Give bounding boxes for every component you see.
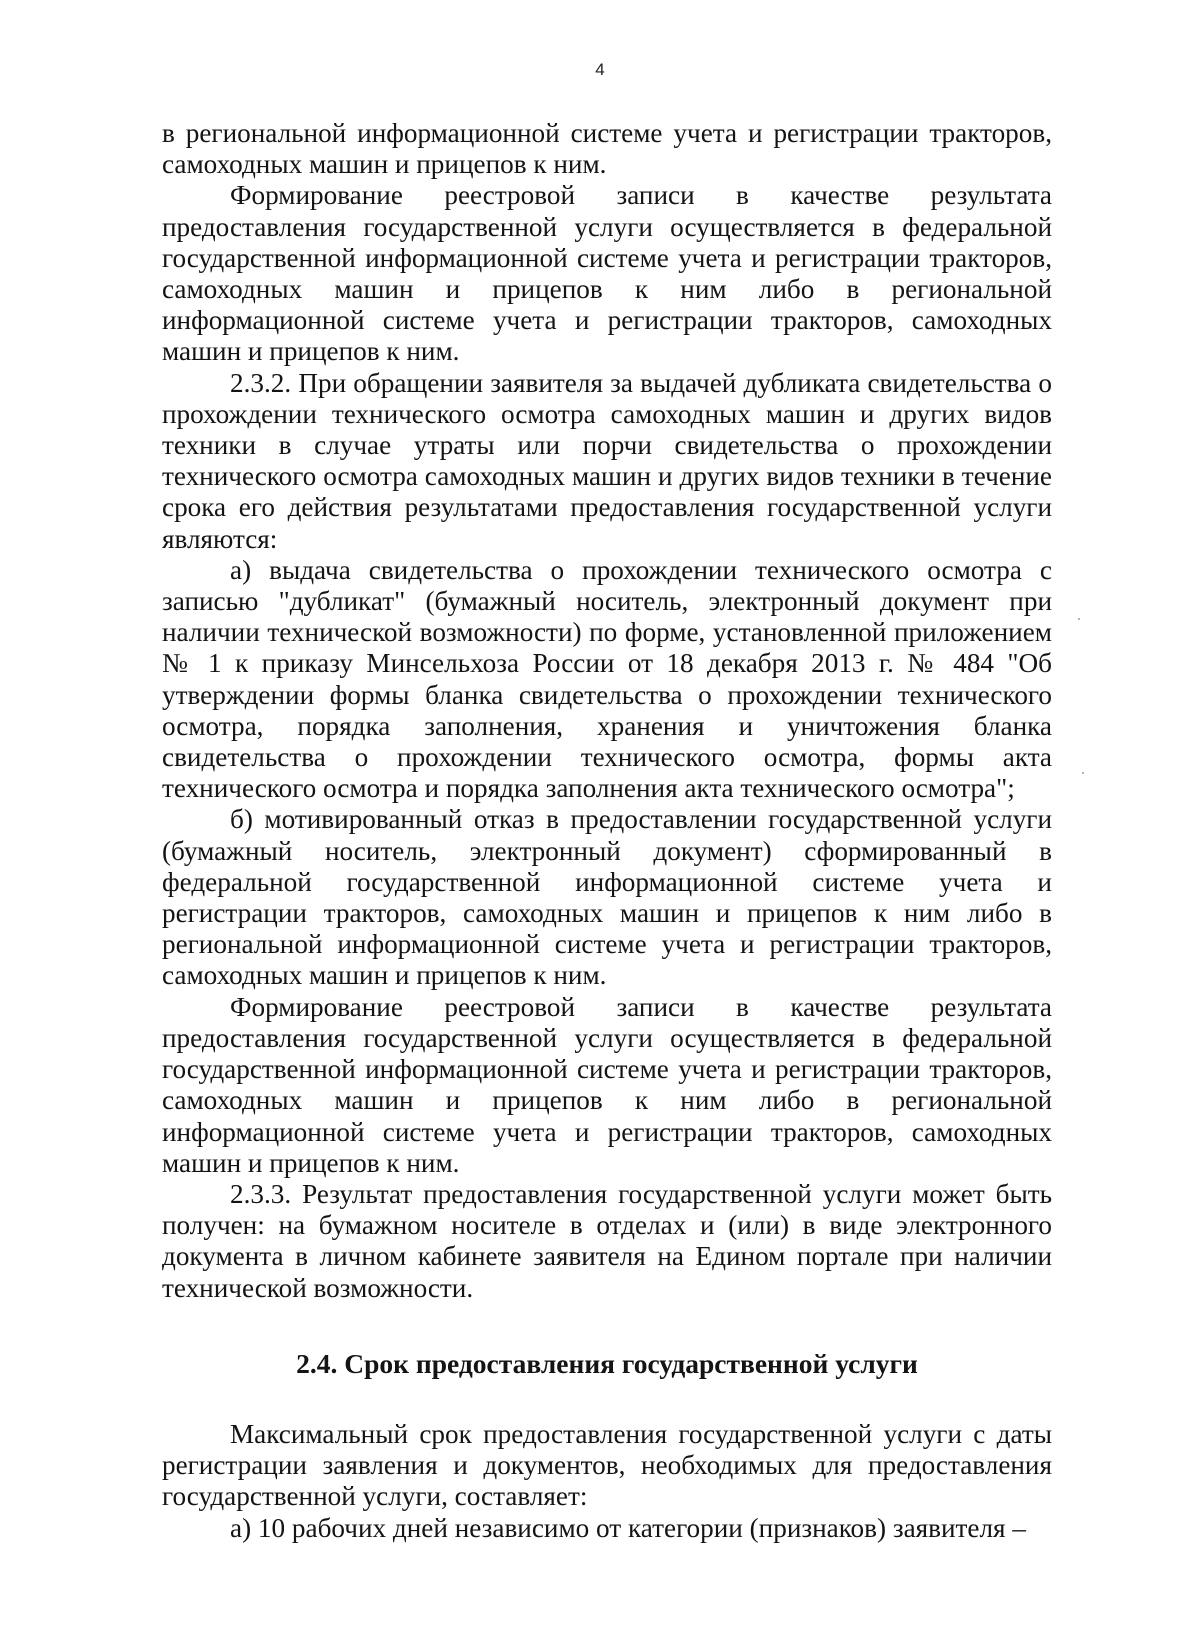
scan-speck xyxy=(1078,618,1080,620)
paragraph-2-3-3: 2.3.3. Результат предоставления государственной услуги может быть получен: на бумажном носителе в отделах и (или) в виде электронного документа в личном кабинете заявителя на Едином портале при наличии технической возможности. xyxy=(162,1178,1052,1303)
scan-speck xyxy=(1082,772,1084,774)
paragraph-2-3-2: 2.3.2. При обращении заявителя за выдачей дубликата свидетельства о прохождении технического осмотра самоходных машин и других видов техники в случае утраты или порчи свидетельства о прохождении технического осмотра самоходных машин и других видов техники в течение срока его действия результатами предоставления государственной услуги являются: xyxy=(162,367,1052,554)
section-paragraph-max-term: Максимальный срок предоставления государственной услуги с даты регистрации заявления и документов, необходимых для предоставления государственной услуги, составляет: xyxy=(162,1418,1052,1512)
section-title: 2.4. Срок предоставления государственной услуги xyxy=(296,1347,918,1379)
paragraph-item-a: а) выдача свидетельства о прохождении технического осмотра с записью "дубликат" (бумажный носитель, электронный документ при наличии технической возможности) по форме, установленной приложением № 1 к приказу Минсельхоза России от 18 декабря 2013 г. № 484 "Об утверждении формы бланка свидетельства о прохождении технического осмотра, порядка заполнения, хранения и уничтожения бланка свидетельства о прохождении технического осмотра, формы акта технического осмотра и порядка заполнения акта технического осмотра"; xyxy=(162,554,1052,804)
paragraph-registry-record-2: Формирование реестровой записи в качестве результата предоставления государственной услуги осуществляется в федеральной государственной информационной системе учета и регистрации тракторов, самоходных машин и прицепов к ним либо в региональной информационной системе учета и регистрации тракторов, самоходных машин и прицепов к ним. xyxy=(162,991,1052,1178)
section-paragraph-item-a: а) 10 рабочих дней независимо от категории (признаков) заявителя – xyxy=(230,1512,1026,1543)
paragraph-continuation: в региональной информационной системе учета и регистрации тракторов, самоходных машин и прицепов к ним. xyxy=(162,118,1052,180)
document-body xyxy=(162,118,1052,1544)
paragraph-registry-record: Формирование реестровой записи в качестве результата предоставления государственной услуги осуществляется в федеральной государственной информационной системе учета и регистрации тракторов, самоходных машин и прицепов к ним либо в региональной информационной системе учета и регистрации тракторов, самоходных машин и прицепов к ним. xyxy=(162,180,1052,367)
paragraph-item-b: б) мотивированный отказ в предоставлении государственной услуги (бумажный носитель, электронный документ) сформированный в федеральной государственной информационной системе учета и регистрации тракторов, самоходных машин и прицепов к ним либо в региональной информационной системе учета и регистрации тракторов, самоходных машин и прицепов к ним. xyxy=(162,804,1052,991)
page-number: 4 xyxy=(595,60,605,79)
